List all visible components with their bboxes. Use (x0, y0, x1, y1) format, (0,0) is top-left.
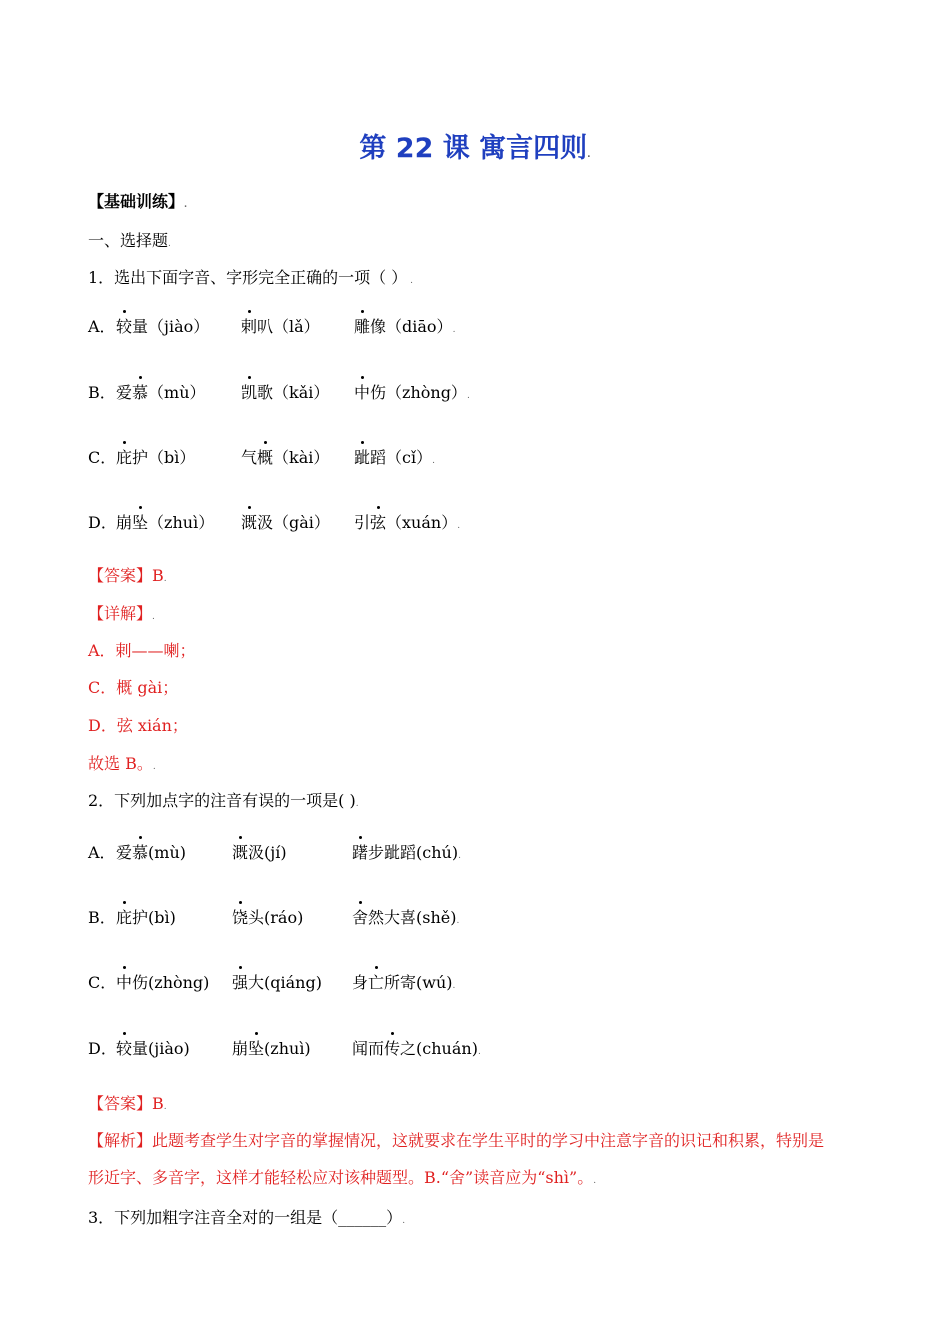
option-item: 剌叭（lǎ） (241, 317, 320, 336)
dotted-character: 凯 (241, 383, 258, 402)
option-item: 雕像（diāo）. (354, 317, 456, 336)
option-item: 庇护（bì） (116, 448, 196, 467)
dotted-character: 慕 (132, 843, 149, 862)
dotted-character: 概 (257, 448, 274, 467)
dotted-character: 溉 (241, 513, 258, 532)
option-item: 溉汲(jí) (232, 843, 287, 862)
dotted-character: 中 (354, 383, 371, 402)
option-item: 强大(qiáng) (232, 973, 322, 992)
dotted-character: 慕 (132, 383, 149, 402)
q1-stem: 1．选出下面字音、字形完全正确的一项（ ） . (88, 268, 414, 287)
option-item: 较量(jiào) (116, 1039, 190, 1058)
option-label: B． (88, 383, 116, 402)
q2-analysis-line2: 形近字、多音字，这样才能轻松应对该种题型。B.“舍”读音应为“shì”。. (88, 1168, 597, 1187)
dotted-character: 溉 (232, 843, 249, 862)
dotted-character: 中 (116, 973, 133, 992)
section-heading: 【基础训练】. (88, 192, 188, 211)
dotted-character: 舍 (352, 908, 369, 927)
q1-detail-heading: 【详解】. (88, 604, 155, 623)
option-item: 中伤(zhòng) (116, 973, 210, 992)
option-item: 爱慕（mù） (116, 383, 206, 402)
dotted-character: 剌 (241, 317, 258, 336)
option-item: 引弦（xuán）. (354, 513, 461, 532)
option-label: C． (88, 448, 117, 467)
q1-answer: 【答案】B. (88, 566, 167, 585)
dotted-character: 雕 (354, 317, 371, 336)
q1-detail-2: C．概 gài； (88, 678, 179, 697)
page-title-text: 第 22 课 寓言四则 (359, 133, 588, 164)
dotted-character: 庇 (116, 448, 133, 467)
dotted-character: 强 (232, 973, 249, 992)
q3-stem: 3．下列加粗字注音全对的一组是（______）. (88, 1208, 406, 1227)
dotted-character: 饶 (232, 908, 249, 927)
option-label: D． (88, 513, 117, 532)
option-item: 爱慕(mù) (116, 843, 186, 862)
dotted-character: 亡 (368, 973, 385, 992)
option-item: 气概（kài） (241, 448, 330, 467)
option-item: 躇步跐蹈(chú). (352, 843, 461, 862)
option-item: 溉汲（gài） (241, 513, 330, 532)
q1-detail-4: 故选 B。. (88, 754, 156, 773)
dotted-character: 弦 (370, 513, 387, 532)
part-label: 一、选择题. (88, 231, 171, 250)
option-item: 凯歌（kǎi） (241, 383, 330, 402)
option-item: 舍然大喜(shě). (352, 908, 460, 927)
option-item: 中伤（zhòng）. (354, 383, 470, 402)
dotted-character: 坠 (132, 513, 149, 532)
option-item: 较量（jiào） (116, 317, 210, 336)
option-item: 跐蹈（cǐ）. (354, 448, 435, 467)
page-title: 第 22 课 寓言四则. (359, 133, 591, 164)
dotted-character: 坠 (248, 1039, 265, 1058)
option-item: 崩坠（zhuì） (116, 513, 215, 532)
option-item: 闻而传之(chuán). (352, 1039, 481, 1058)
dotted-character: 跐 (354, 448, 371, 467)
option-item: 身亡所寄(wú). (352, 973, 456, 992)
option-label: B． (88, 908, 116, 927)
option-label: A． (88, 843, 116, 862)
dotted-character: 躇 (352, 843, 369, 862)
q2-stem: 2．下列加点字的注音有误的一项是( ). (88, 791, 359, 810)
option-label: A． (88, 317, 116, 336)
q2-analysis-line1: 【解析】此题考查学生对字音的掌握情况，这就要求在学生平时的学习中注意字音的识记和积累，特别是 (88, 1131, 825, 1150)
dotted-character: 传 (384, 1039, 401, 1058)
dotted-character: 庇 (116, 908, 133, 927)
option-label: C． (88, 973, 117, 992)
q1-detail-3: D．弦 xián； (88, 716, 188, 735)
option-item: 崩坠(zhuì) (232, 1039, 311, 1058)
option-label: D． (88, 1039, 117, 1058)
dotted-character: 较 (116, 317, 133, 336)
option-item: 庇护(bì) (116, 908, 176, 927)
q1-detail-1: A．剌——喇； (88, 641, 196, 660)
dotted-character: 较 (116, 1039, 133, 1058)
option-item: 饶头(ráo) (232, 908, 304, 927)
q2-answer: 【答案】B. (88, 1094, 167, 1113)
